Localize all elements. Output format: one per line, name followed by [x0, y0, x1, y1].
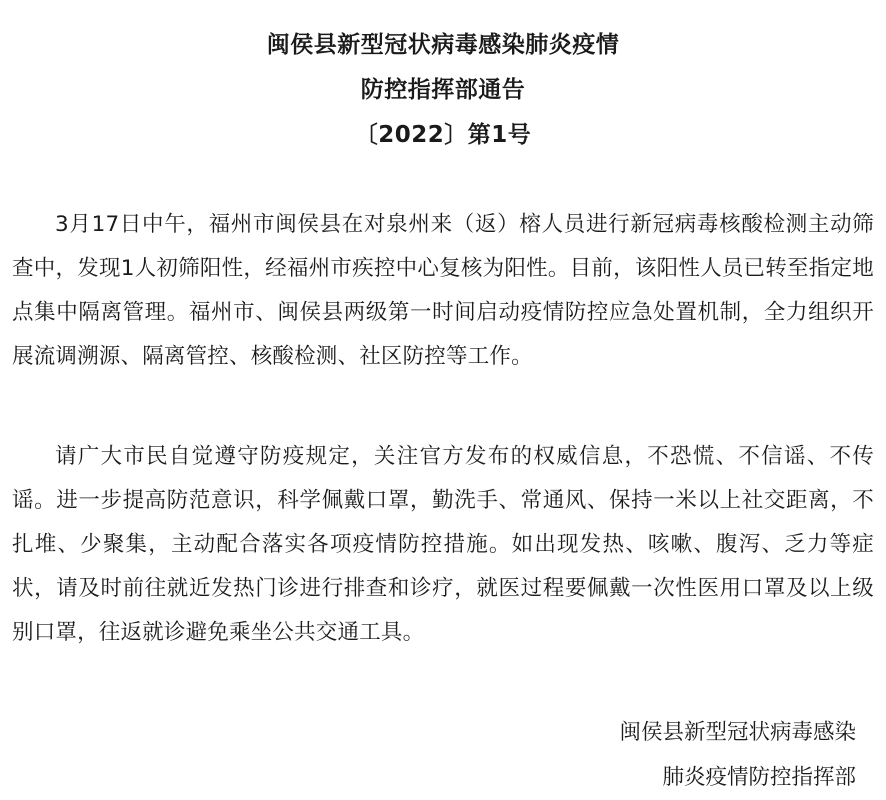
- notice-title-line1: 闽侯县新型冠状病毒感染肺炎疫情: [266, 32, 620, 58]
- signature-line2: 肺炎疫情防控指挥部: [662, 765, 856, 790]
- signature-line1: 闽侯县新型冠状病毒感染: [619, 720, 856, 745]
- notice-number: 〔2022〕第1号: [354, 122, 532, 148]
- notice-title-line2: 防控指挥部通告: [360, 77, 526, 103]
- notice-paragraph-2: 请广大市民自觉遵守防疫规定，关注官方发布的权威信息，不恐慌、不信谣、不传谣。进一步提高防范意识，科学佩戴口罩，勤洗手、常通风、保持一米以上社交距离，不扎堆、少聚集，主动配合落实各项疫情防控措施。如出现发热、咳嗽、腹泻、乏力等症状，请及时前往就近发热门诊进行排查和诊疗，就医过程要佩戴一次性医用口罩及以上级别口罩，往返就诊避免乘坐公共交通工具。: [12, 444, 874, 645]
- notice-paragraph-1: 3月17日中午，福州市闽侯县在对泉州来（返）榕人员进行新冠病毒核酸检测主动筛查中，发现1人初筛阳性，经福州市疾控中心复核为阳性。目前，该阳性人员已转至指定地点集中隔离管理。福州市、闽侯县两级第一时间启动疫情防控应急处置机制，全力组织开展流调溯源、隔离管控、核酸检测、社区防控等工作。: [12, 212, 874, 369]
